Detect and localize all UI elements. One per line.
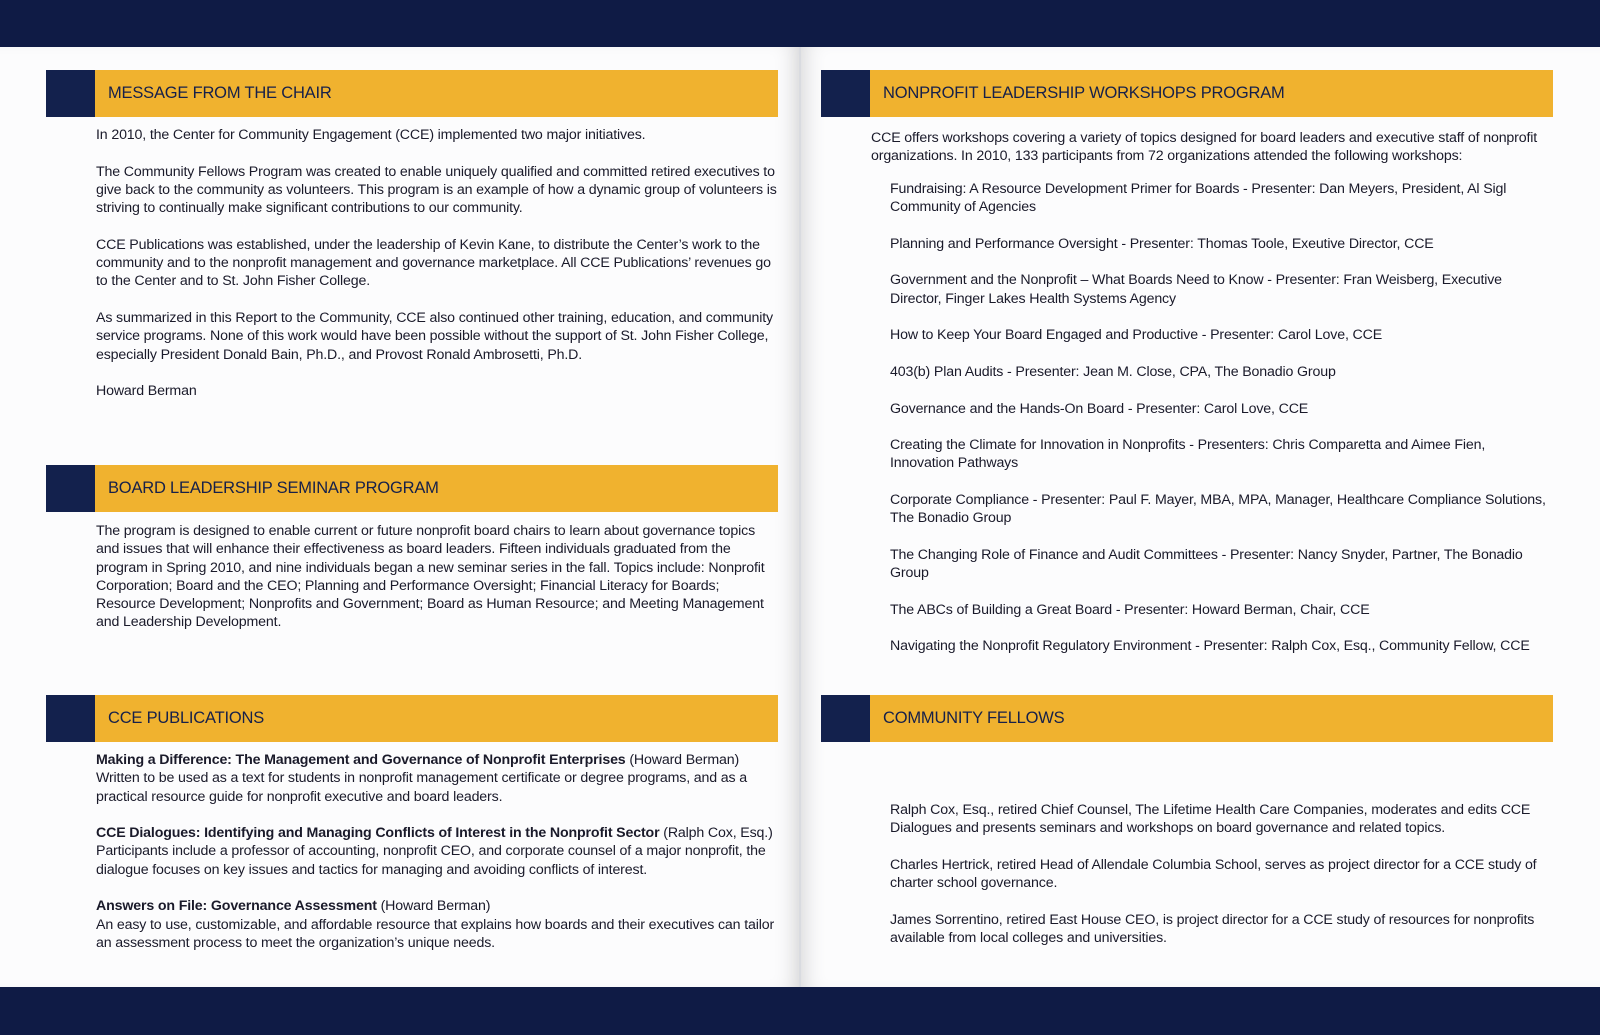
workshops-intro [871, 129, 1561, 166]
header-navy-block [821, 70, 870, 117]
workshop-item: Corporate Compliance - Presenter: Paul F. Mayer, MBA, MPA, Manager, Healthcare Compliance Solutions, The Bonadio Group [890, 492, 1546, 527]
paragraph: As summarized in this Report to the Community, CCE also continued other training, education, and community service programs. None of this work would have been possible without the support of St. John Fisher College, especially President Donald Bain, Ph.D., and Provost Ronald Ambrosetti, Ph.D. [96, 309, 773, 363]
paragraph: CCE Publications was established, under the leadership of Kevin Kane, to distribute the Center’s work to the community and to the nonprofit management and governance marketplace. All CCE Publications’ revenues go to the Center and to St. John Fisher College. [96, 236, 771, 290]
section-header-community-fellows [821, 695, 1553, 742]
publication-description: Participants include a professor of accounting, nonprofit CEO, and corporate counsel of a major nonprofit, the dialogue focuses on key issues and tactics for managing and avoiding conflicts of interest. [96, 843, 766, 878]
fellow-item: Charles Hertrick, retired Head of Allendale Columbia School, serves as project director for a CCE study of charter school governance. [890, 856, 1537, 892]
paragraph: CCE offers workshops covering a variety of topics designed for board leaders and executive staff of nonprofit organizations. In 2010, 133 participants from 72 organizations attended the following workshops: [871, 130, 1538, 165]
page-spine [799, 47, 801, 987]
workshop-item: 403(b) Plan Audits - Presenter: Jean M. Close, CPA, The Bonadio Group [890, 363, 1336, 380]
section-header-message-from-chair [46, 70, 778, 117]
publication-title: Making a Difference: The Management and Governance of Nonprofit Enterprises [96, 752, 626, 768]
fellow-item: Ralph Cox, Esq., retired Chief Counsel, The Lifetime Health Care Companies, moderates and edits CCE Dialogues and presents seminars and workshops on board governance and related topics. [890, 802, 1531, 837]
header-navy-block [821, 695, 870, 742]
publication-description: An easy to use, customizable, and affordable resource that explains how boards and their executives can tailor an assessment process to meet the organization’s unique needs. [96, 916, 775, 951]
publication-author: (Howard Berman) [625, 752, 740, 768]
section-header-workshops [821, 70, 1553, 117]
workshop-item: How to Keep Your Board Engaged and Productive - Presenter: Carol Love, CCE [890, 327, 1383, 344]
section-title: BOARD LEADERSHIP SEMINAR PROGRAM [108, 479, 439, 497]
signature: Howard Berman [96, 383, 197, 400]
workshop-item: Creating the Climate for Innovation in Nonprofits - Presenters: Chris Comparetta and Aimee Fien, Innovation Pathways [890, 437, 1486, 472]
section-title: COMMUNITY FELLOWS [883, 709, 1065, 727]
publication-author: (Ralph Cox, Esq.) [659, 825, 773, 842]
header-navy-block [46, 695, 95, 742]
publication-item [96, 751, 784, 806]
message-from-chair-body [96, 126, 778, 400]
paragraph: The program is designed to enable current or future nonprofit board chairs to learn about governance topics and issues that will enhance their effectiveness as board leaders. Fifteen individuals graduated from the program in Spring 2010, and nine individuals began a new seminar series in the fall. Topics include: Nonprofit Corporation; Board and the CEO; Planning and Performance Oversight; Financial Literacy for Boards; Resource Development; Nonprofits and Government; Board as Human Resource; and Meeting Management and Leadership Development. [96, 523, 765, 631]
workshop-item: The Changing Role of Finance and Audit Committees - Presenter: Nancy Snyder, Partner, The Bonadio Group [890, 546, 1523, 582]
workshop-item: Planning and Performance Oversight - Presenter: Thomas Toole, Exeutive Director, CCE [890, 235, 1434, 252]
paragraph: In 2010, the Center for Community Engagement (CCE) implemented two major initiatives. [96, 127, 646, 143]
publication-item [96, 824, 784, 879]
publication-item [96, 897, 784, 952]
top-navy-band [0, 0, 1600, 47]
section-title: CCE PUBLICATIONS [108, 709, 265, 727]
publication-title: Answers on File: Governance Assessment [96, 898, 377, 915]
publication-title: CCE Dialogues: Identifying and Managing Conflicts of Interest in the Nonprofit Sector [96, 825, 660, 842]
workshop-item: Navigating the Nonprofit Regulatory Environment - Presenter: Ralph Cox, Esq., Community Fellow, CCE [890, 638, 1530, 655]
board-leadership-body [96, 522, 778, 632]
bottom-navy-band [0, 987, 1600, 1035]
section-title: MESSAGE FROM THE CHAIR [108, 84, 332, 102]
section-header-board-leadership [46, 465, 778, 512]
community-fellows-list [890, 801, 1555, 966]
header-navy-block [46, 465, 95, 512]
header-navy-block [46, 70, 95, 117]
workshop-item: Governance and the Hands-On Board - Presenter: Carol Love, CCE [890, 400, 1309, 417]
publication-description: Written to be used as a text for students in nonprofit management certificate or degree programs, and as a practical resource guide for nonprofit executive and board leaders. [96, 770, 748, 805]
publications-body [96, 751, 784, 971]
paragraph: The Community Fellows Program was created to enable uniquely qualified and committed retired executives to give back to the community as volunteers. This program is an example of how a dynamic group of volunteers is striving to continually make significant contributions to our community. [96, 163, 777, 217]
section-header-cce-publications [46, 695, 778, 742]
publication-author: (Howard Berman) [376, 898, 491, 915]
section-title: NONPROFIT LEADERSHIP WORKSHOPS PROGRAM [883, 84, 1285, 102]
workshops-list [890, 180, 1550, 674]
fellow-item: James Sorrentino, retired East House CEO, is project director for a CCE study of resources for nonprofits available from local colleges and universities. [890, 911, 1535, 947]
workshop-item: The ABCs of Building a Great Board - Presenter: Howard Berman, Chair, CCE [890, 601, 1370, 618]
workshop-item: Government and the Nonprofit – What Boards Need to Know - Presenter: Fran Weisberg, Executive Director, Finger Lakes Health Systems Agency [890, 272, 1502, 307]
workshop-item: Fundraising: A Resource Development Primer for Boards - Presenter: Dan Meyers, President, Al Sigl Community of Agencies [890, 181, 1507, 216]
